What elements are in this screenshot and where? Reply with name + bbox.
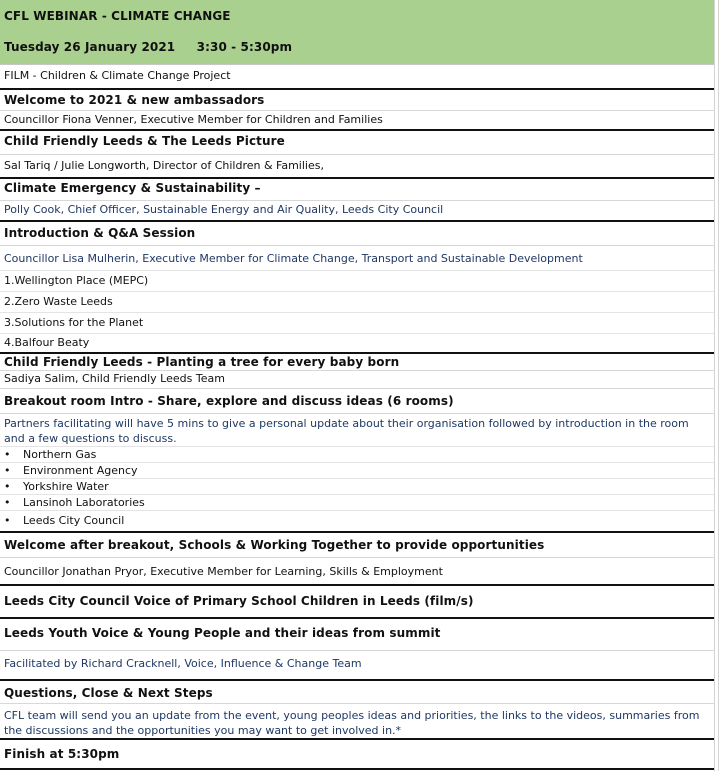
row-divider <box>0 200 714 201</box>
intro-title: Introduction & Q&A Session <box>4 226 196 240</box>
row-divider <box>0 510 714 511</box>
tree-speaker: Sadiya Salim, Child Friendly Leeds Team <box>4 372 225 385</box>
section-divider <box>0 177 714 179</box>
section-divider <box>0 531 714 533</box>
cfl-speaker: Sal Tariq / Julie Longworth, Director of Children & Families, <box>4 159 324 172</box>
section-divider <box>0 584 714 586</box>
climate-speaker: Polly Cook, Chief Officer, Sustainable Energy and Air Quality, Leeds City Council <box>4 203 444 216</box>
row-divider <box>0 110 714 111</box>
partner-bullet: • Northern Gas <box>4 448 710 461</box>
intro-item: 2.Zero Waste Leeds <box>4 295 113 308</box>
section-divider <box>0 129 714 131</box>
section-divider <box>0 768 714 770</box>
after-breakout-title: Welcome after breakout, Schools & Working Together to provide opportunities <box>4 538 545 552</box>
section-divider <box>0 88 714 90</box>
primary-voice-title: Leeds City Council Voice of Primary School Children in Leeds (film/s) <box>4 594 474 608</box>
section-divider <box>0 679 714 681</box>
section-divider <box>0 352 714 354</box>
grid-column-line <box>714 0 715 771</box>
tree-title: Child Friendly Leeds - Planting a tree for every baby born <box>4 355 400 369</box>
row-divider <box>0 245 714 246</box>
climate-title: Climate Emergency & Sustainability – <box>4 181 261 195</box>
row-divider <box>0 703 714 704</box>
row-divider <box>0 64 714 65</box>
partner-bullet: • Leeds City Council <box>4 514 710 527</box>
finish-time: Finish at 5:30pm <box>4 747 120 761</box>
row-divider <box>0 478 714 479</box>
event-time: 3:30 - 5:30pm <box>196 40 293 54</box>
partner-bullet: • Environment Agency <box>4 464 710 477</box>
breakout-title: Breakout room Intro - Share, explore and discuss ideas (6 rooms) <box>4 394 454 408</box>
row-divider <box>0 446 714 447</box>
row-divider <box>0 413 714 414</box>
row-divider <box>0 270 714 271</box>
film-item: FILM - Children & Climate Change Project <box>4 69 231 82</box>
row-divider <box>0 291 714 292</box>
event-date: Tuesday 26 January 2021 <box>4 40 176 54</box>
row-divider <box>0 557 714 558</box>
after-breakout-speaker: Councillor Jonathan Pryor, Executive Member for Learning, Skills & Employment <box>4 565 443 578</box>
welcome-speaker: Councillor Fiona Venner, Executive Member for Children and Families <box>4 113 383 126</box>
intro-item: 1.Wellington Place (MEPC) <box>4 274 149 287</box>
row-divider <box>0 312 714 313</box>
row-divider <box>0 650 714 651</box>
row-divider <box>0 333 714 334</box>
welcome-title: Welcome to 2021 & new ambassadors <box>4 93 265 107</box>
close-description: CFL team will send you an update from the event, young peoples ideas and priorities, the links to the videos, summaries from the discussions and the opportunities you may want to get involved in.* <box>4 709 700 737</box>
webinar-title: CFL WEBINAR - CLIMATE CHANGE <box>4 9 231 23</box>
section-divider <box>0 220 714 222</box>
section-divider <box>0 617 714 619</box>
partner-bullet: • Yorkshire Water <box>4 480 710 493</box>
intro-item: 4.Balfour Beaty <box>4 336 90 349</box>
youth-voice-title: Leeds Youth Voice & Young People and their ideas from summit <box>4 626 441 640</box>
row-divider <box>0 388 714 389</box>
date-time <box>4 40 710 54</box>
section-divider <box>0 738 714 740</box>
row-divider <box>0 370 714 371</box>
row-divider <box>0 154 714 155</box>
cfl-title: Child Friendly Leeds & The Leeds Picture <box>4 134 285 148</box>
grid-column-line <box>718 0 719 771</box>
intro-speaker: Councillor Lisa Mulherin, Executive Member for Climate Change, Transport and Sustainable Development <box>4 252 583 265</box>
youth-voice-speaker: Facilitated by Richard Cracknell, Voice, Influence & Change Team <box>4 657 362 670</box>
intro-item: 3.Solutions for the Planet <box>4 316 144 329</box>
close-title: Questions, Close & Next Steps <box>4 686 213 700</box>
row-divider <box>0 462 714 463</box>
row-divider <box>0 494 714 495</box>
partner-bullet: • Lansinoh Laboratories <box>4 496 710 509</box>
breakout-description: Partners facilitating will have 5 mins to give a personal update about their organisation followed by introduction in the room and a few questions to discuss. <box>4 417 689 445</box>
